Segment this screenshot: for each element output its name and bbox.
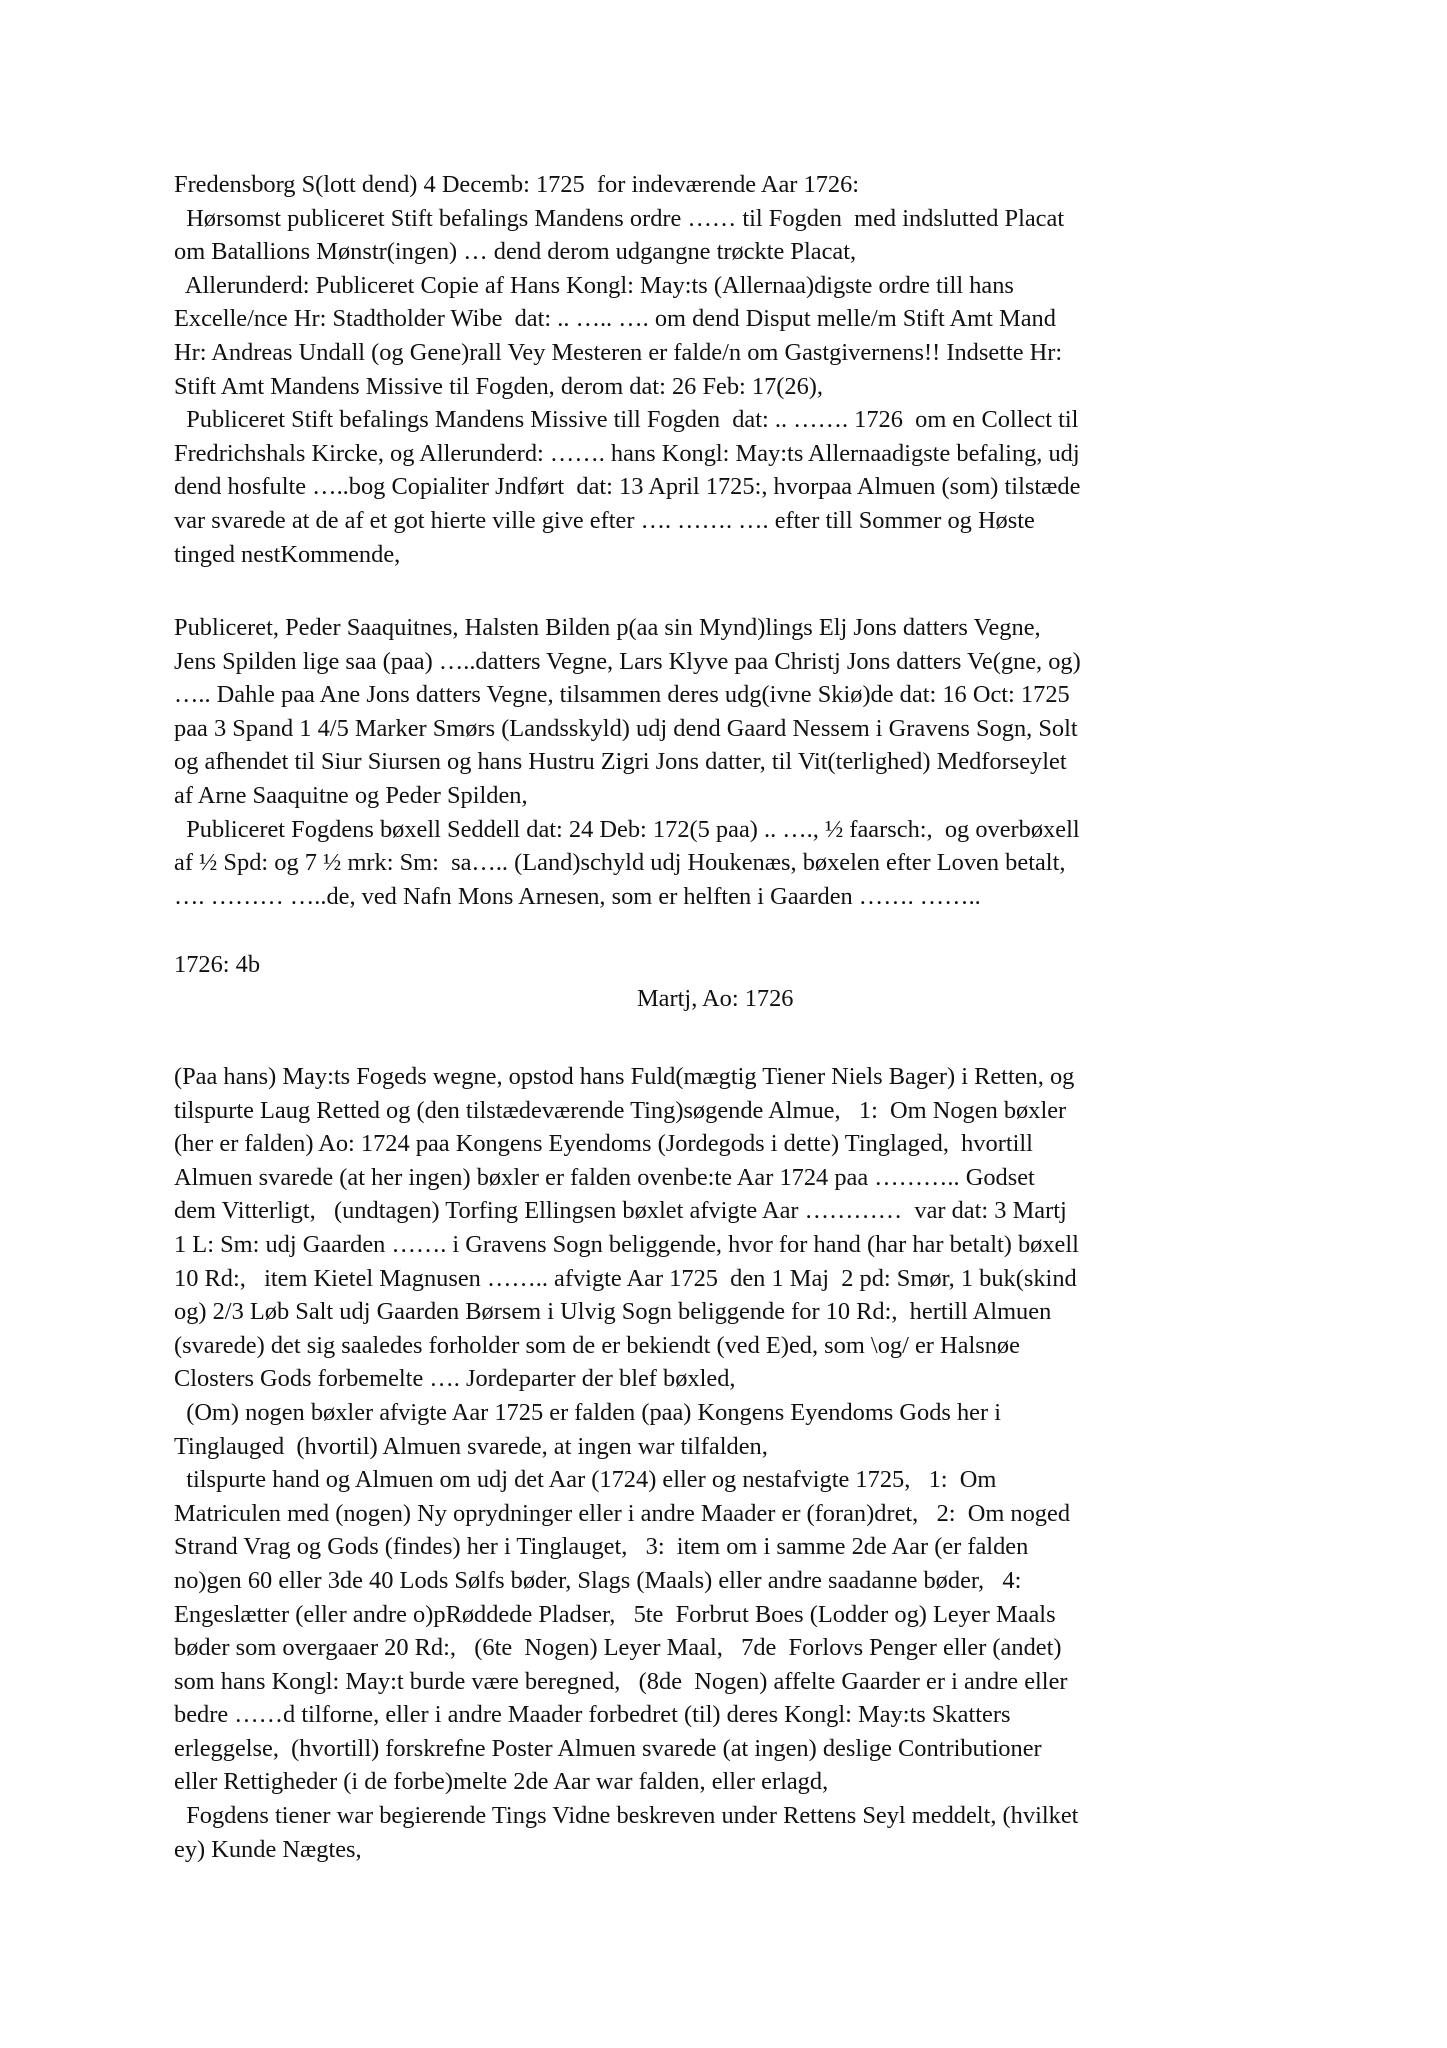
text-line: Hørsomst publiceret Stift befalings Mandens ordre …… til Fogden med indslutted Placat bbox=[174, 204, 1065, 232]
paragraph-section-1 bbox=[174, 168, 1294, 571]
text-line: tinged nestKommende, bbox=[174, 540, 401, 568]
text-line: 10 Rd:, item Kietel Magnusen …….. afvigte Aar 1725 den 1 Maj 2 pd: Smør, 1 buk(skind bbox=[174, 1264, 1077, 1292]
text-line: ey) Kunde Nægtes, bbox=[174, 1835, 362, 1863]
text-line: (her er falden) Ao: 1724 paa Kongens Eyendoms (Jordegods i dette) Tinglaged, hvortill bbox=[174, 1130, 1033, 1158]
text-line: Fredensborg S(lott dend) 4 Decemb: 1725 for indeværende Aar 1726: bbox=[174, 171, 860, 198]
text-line: tilspurte Laug Retted og (den tilstædeværende Ting)søgende Almue, 1: Om Nogen bøxler bbox=[174, 1096, 1067, 1124]
text-line: tilspurte hand og Almuen om udj det Aar (1724) eller og nestafvigte 1725, 1: Om bbox=[174, 1466, 997, 1494]
section-heading-text: Martj, Ao: 1726 bbox=[637, 985, 794, 1012]
paragraph-section-3 bbox=[174, 1060, 1294, 1866]
text-line: Fogdens tiener war begierende Tings Vidne beskreven under Rettens Seyl meddelt, (hvilket bbox=[174, 1802, 1079, 1830]
text-line: Engeslætter (eller andre o)pRøddede Pladser, 5te Forbrut Boes (Lodder og) Leyer Maals bbox=[174, 1600, 1056, 1628]
text-line: og afhendet til Siur Siursen og hans Hustru Zigri Jons datter, til Vit(terlighed) Medforseylet bbox=[174, 748, 1067, 776]
text-line: Publiceret Fogdens bøxell Seddell dat: 24 Deb: 172(5 paa) .. …., ½ faarsch:, og overbøxell bbox=[174, 815, 1080, 843]
text-line: Strand Vrag og Gods (findes) her i Tinglauget, 3: item om i samme 2de Aar (er falden bbox=[174, 1533, 1029, 1561]
text-line: Allerunderd: Publiceret Copie af Hans Kongl: May:ts (Allernaa)digste ordre till hans bbox=[174, 271, 1014, 299]
text-line: no)gen 60 eller 3de 40 Lods Sølfs bøder, Slags (Maals) eller andre saadanne bøder, 4: bbox=[174, 1566, 1022, 1594]
text-line: Stift Amt Mandens Missive til Fogden, derom dat: 26 Feb: 17(26), bbox=[174, 372, 824, 400]
text-line: af ½ Spd: og 7 ½ mrk: Sm: sa….. (Land)schyld udj Houkenæs, bøxelen efter Loven betalt, bbox=[174, 849, 1066, 877]
text-line: og) 2/3 Løb Salt udj Gaarden Børsem i Ulvig Sogn beliggende for 10 Rd:, hertill Almuen bbox=[174, 1298, 1052, 1326]
text-line: Excelle/nce Hr: Stadtholder Wibe dat: .. ….. …. om dend Disput melle/m Stift Amt Mand bbox=[174, 305, 1056, 333]
text-line: Jens Spilden lige saa (paa) …..datters Vegne, Lars Klyve paa Christj Jons datters Ve(gne, og) bbox=[174, 647, 1081, 675]
page-reference bbox=[174, 948, 1294, 982]
text-line: Publiceret Stift befalings Mandens Missive till Fogden dat: .. ……. 1726 om en Collect til bbox=[174, 406, 1079, 434]
text-line: Tinglauged (hvortil) Almuen svarede, at ingen war tilfalden, bbox=[174, 1432, 768, 1460]
text-line: dem Vitterligt, (undtagen) Torfing Ellingsen bøxlet afvigte Aar ………… var dat: 3 Martj bbox=[174, 1197, 1067, 1225]
text-line: (Om) nogen bøxler afvigte Aar 1725 er falden (paa) Kongens Eyendoms Gods her i bbox=[174, 1398, 1002, 1426]
text-line: Fredrichshals Kircke, og Allerunderd: ……. hans Kongl: May:ts Allernaadigste befaling, udj bbox=[174, 439, 1080, 467]
text-line: paa 3 Spand 1 4/5 Marker Smørs (Landsskyld) udj dend Gaard Nessem i Gravens Sogn, Solt bbox=[174, 714, 1078, 742]
text-line: som hans Kongl: May:t burde være beregned, (8de Nogen) affelte Gaarder er i andre eller bbox=[174, 1667, 1068, 1695]
page-reference-text: 1726: 4b bbox=[174, 951, 261, 978]
text-line: Hr: Andreas Undall (og Gene)rall Vey Mesteren er falde/n om Gastgivernens!! Indsette Hr: bbox=[174, 338, 1063, 366]
text-line: af Arne Saaquitne og Peder Spilden, bbox=[174, 781, 528, 809]
text-line: (Paa hans) May:ts Fogeds wegne, opstod hans Fuld(mægtig Tiener Niels Bager) i Retten, og bbox=[174, 1063, 1075, 1090]
text-line: bøder som overgaaer 20 Rd:, (6te Nogen) Leyer Maal, 7de Forlovs Penger eller (andet) bbox=[174, 1634, 1062, 1662]
text-line: Closters Gods forbemelte …. Jordeparter der blef bøxled, bbox=[174, 1365, 736, 1393]
text-line: Publiceret, Peder Saaquitnes, Halsten Bilden p(aa sin Mynd)lings Elj Jons datters Vegne, bbox=[174, 614, 1041, 641]
text-line: eller Rettigheder (i de forbe)melte 2de Aar war falden, eller erlagd, bbox=[174, 1768, 829, 1796]
text-line: dend hosfulte …..bog Copialiter Jndført dat: 13 April 1725:, hvorpaa Almuen (som) tilstæde bbox=[174, 473, 1081, 501]
text-line: …. ……… …..de, ved Nafn Mons Arnesen, som er helften i Gaarden ……. …….. bbox=[174, 882, 981, 910]
text-line: Matriculen med (nogen) Ny oprydninger eller i andre Maader er (foran)dret, 2: Om noged bbox=[174, 1499, 1071, 1527]
text-line: bedre ……d tilforne, eller i andre Maader forbedret (til) deres Kongl: May:ts Skatters bbox=[174, 1701, 1011, 1729]
section-heading bbox=[637, 982, 794, 1016]
text-line: erleggelse, (hvortill) forskrefne Poster Almuen svarede (at ingen) deslige Contributioner bbox=[174, 1734, 1042, 1762]
text-line: ….. Dahle paa Ane Jons datters Vegne, tilsammen deres udg(ivne Skiø)de dat: 16 Oct: 1725 bbox=[174, 681, 1070, 709]
text-line: om Batallions Mønstr(ingen) … dend derom udgangne trøckte Placat, bbox=[174, 238, 857, 266]
text-line: Almuen svarede (at her ingen) bøxler er falden ovenbe:te Aar 1724 paa ……….. Godset bbox=[174, 1163, 1035, 1191]
text-line: var svarede at de af et got hierte ville give efter …. ……. …. efter till Sommer og Høste bbox=[174, 506, 1035, 534]
paragraph-section-2 bbox=[174, 611, 1294, 913]
text-line: (svarede) det sig saaledes forholder som de er bekiendt (ved E)ed, som \og/ er Halsnøe bbox=[174, 1331, 1020, 1359]
text-line: 1 L: Sm: udj Gaarden ……. i Gravens Sogn beliggende, hvor for hand (har har betalt) bøxell bbox=[174, 1230, 1079, 1258]
